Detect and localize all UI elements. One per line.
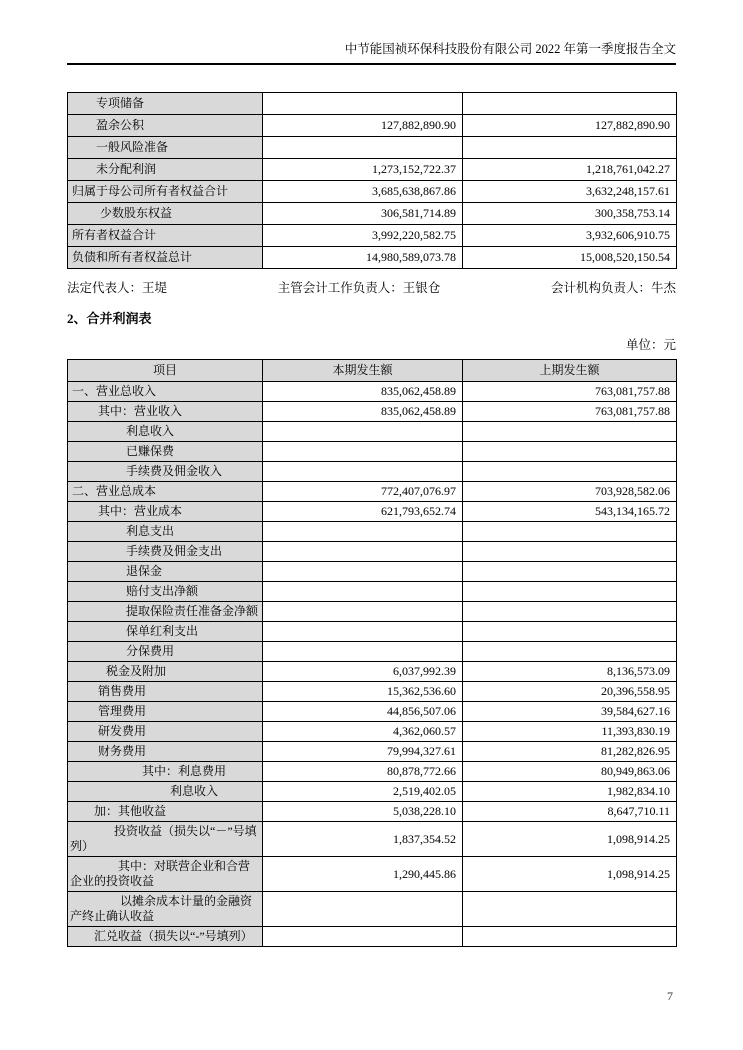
row-label-cell: 财务费用 (68, 742, 263, 762)
table-row (68, 181, 677, 203)
prior-period-cell (463, 602, 677, 622)
column-header-current-period: 本期发生额 (263, 360, 463, 382)
prior-period-cell (463, 137, 677, 159)
prior-period-cell (463, 927, 677, 947)
row-label-cell: 手续费及佣金支出 (68, 542, 263, 562)
chief-accounting-officer: 主管会计工作负责人：王银仓 (277, 281, 441, 295)
table-row (68, 927, 677, 947)
current-period-cell: 4,362,060.57 (263, 722, 463, 742)
current-period-cell (263, 642, 463, 662)
current-period-cell (263, 462, 463, 482)
row-label-cell: 保单红利支出 (68, 622, 263, 642)
current-period-cell: 1,273,152,722.37 (263, 159, 463, 181)
prior-period-cell (463, 582, 677, 602)
row-label-cell: 分保费用 (68, 642, 263, 662)
income-table-body (68, 382, 677, 947)
prior-period-cell: 15,008,520,150.54 (463, 247, 677, 269)
current-period-cell: 772,407,076.97 (263, 482, 463, 502)
table-row (68, 402, 677, 422)
row-label-cell: 归属于母公司所有者权益合计 (68, 181, 263, 203)
current-period-cell: 1,290,445.86 (263, 857, 463, 892)
prior-period-cell: 543,134,165.72 (463, 502, 677, 522)
table-row (68, 562, 677, 582)
prior-period-cell: 8,136,573.09 (463, 662, 677, 682)
row-label-cell: 研发费用 (68, 722, 263, 742)
prior-period-cell (463, 562, 677, 582)
prior-period-cell (463, 422, 677, 442)
table-row (68, 502, 677, 522)
prior-period-cell (463, 522, 677, 542)
table-row (68, 522, 677, 542)
table-row (68, 462, 677, 482)
signatories-row (67, 280, 676, 296)
prior-period-cell: 1,098,914.25 (463, 822, 677, 857)
current-period-cell: 127,882,890.90 (263, 115, 463, 137)
table-row (68, 203, 677, 225)
prior-period-cell: 39,584,627.16 (463, 702, 677, 722)
row-label-cell: 利息收入 (68, 782, 263, 802)
row-label-cell: 销售费用 (68, 682, 263, 702)
prior-period-cell (463, 93, 677, 115)
column-header-prior-period: 上期发生额 (463, 360, 677, 382)
row-label-cell: 一、营业总收入 (68, 382, 263, 402)
table-row (68, 622, 677, 642)
table-row (68, 582, 677, 602)
table-row (68, 662, 677, 682)
table-row (68, 159, 677, 181)
current-period-cell (263, 892, 463, 927)
current-period-cell: 80,878,772.66 (263, 762, 463, 782)
current-period-cell (263, 582, 463, 602)
row-label-cell: 盈余公积 (68, 115, 263, 137)
prior-period-cell (463, 462, 677, 482)
prior-period-cell: 1,098,914.25 (463, 857, 677, 892)
row-label-cell: 已赚保费 (68, 442, 263, 462)
row-label-cell: 管理费用 (68, 702, 263, 722)
prior-period-cell: 20,396,558.95 (463, 682, 677, 702)
prior-period-cell (463, 642, 677, 662)
current-period-cell (263, 522, 463, 542)
row-label-cell: 退保金 (68, 562, 263, 582)
prior-period-cell: 1,218,761,042.27 (463, 159, 677, 181)
current-period-cell: 6,037,992.39 (263, 662, 463, 682)
row-label-cell: 手续费及佣金收入 (68, 462, 263, 482)
accounting-department-head: 会计机构负责人：牛杰 (550, 281, 676, 295)
prior-period-cell: 3,932,606,910.75 (463, 225, 677, 247)
document-title: 中节能国祯环保科技股份有限公司 2022 年第一季度报告全文 (344, 42, 676, 56)
row-label-cell: 二、营业总成本 (68, 482, 263, 502)
prior-period-cell (463, 442, 677, 462)
current-period-cell (263, 602, 463, 622)
row-label-cell: 提取保险责任准备金净额 (68, 602, 263, 622)
equity-table-body (68, 93, 677, 269)
table-row (68, 782, 677, 802)
table-row (68, 857, 677, 892)
table-row (68, 482, 677, 502)
row-label-cell: 其中：利息费用 (68, 762, 263, 782)
row-label-cell: 加：其他收益 (68, 802, 263, 822)
row-label-cell: 以摊余成本计量的金融资产终止确认收益 (68, 892, 263, 927)
prior-period-cell (463, 542, 677, 562)
table-row (68, 682, 677, 702)
table-row (68, 247, 677, 269)
income-table-header-row (68, 360, 677, 382)
prior-period-cell: 81,282,826.95 (463, 742, 677, 762)
prior-period-cell: 763,081,757.88 (463, 402, 677, 422)
current-period-cell: 3,685,638,867.86 (263, 181, 463, 203)
prior-period-cell: 300,358,753.14 (463, 203, 677, 225)
row-label-cell: 少数股东权益 (68, 203, 263, 225)
current-period-cell (263, 622, 463, 642)
row-label-cell: 负债和所有者权益总计 (68, 247, 263, 269)
current-period-cell: 835,062,458.89 (263, 382, 463, 402)
unit-label: 单位：元 (625, 338, 676, 352)
prior-period-cell: 11,393,830.19 (463, 722, 677, 742)
legal-representative: 法定代表人：王堤 (67, 281, 168, 295)
row-label-cell: 投资收益（损失以“－”号填列） (68, 822, 263, 857)
row-label-cell: 所有者权益合计 (68, 225, 263, 247)
row-label-cell: 未分配利润 (68, 159, 263, 181)
prior-period-cell (463, 622, 677, 642)
table-row (68, 642, 677, 662)
row-label-cell: 税金及附加 (68, 662, 263, 682)
row-label-cell: 其中：对联营企业和合营企业的投资收益 (68, 857, 263, 892)
prior-period-cell: 127,882,890.90 (463, 115, 677, 137)
row-label-cell: 其中：营业成本 (68, 502, 263, 522)
current-period-cell: 79,994,327.61 (263, 742, 463, 762)
table-row (68, 602, 677, 622)
prior-period-cell: 80,949,863.06 (463, 762, 677, 782)
current-period-cell: 5,038,228.10 (263, 802, 463, 822)
current-period-cell: 835,062,458.89 (263, 402, 463, 422)
table-row (68, 115, 677, 137)
table-row (68, 93, 677, 115)
table-row (68, 762, 677, 782)
current-period-cell (263, 422, 463, 442)
current-period-cell: 306,581,714.89 (263, 203, 463, 225)
table-row (68, 822, 677, 857)
row-label-cell: 赔付支出净额 (68, 582, 263, 602)
row-label-cell: 一般风险准备 (68, 137, 263, 159)
current-period-cell (263, 927, 463, 947)
current-period-cell: 3,992,220,582.75 (263, 225, 463, 247)
current-period-cell (263, 93, 463, 115)
income-table (67, 359, 677, 947)
current-period-cell: 44,856,507.06 (263, 702, 463, 722)
table-row (68, 422, 677, 442)
table-row (68, 382, 677, 402)
row-label-cell: 利息收入 (68, 422, 263, 442)
current-period-cell: 621,793,652.74 (263, 502, 463, 522)
current-period-cell (263, 562, 463, 582)
equity-table (67, 92, 677, 269)
table-row (68, 742, 677, 762)
column-header-item: 项目 (68, 360, 263, 382)
document-header (67, 0, 676, 65)
current-period-cell (263, 542, 463, 562)
table-row (68, 225, 677, 247)
prior-period-cell: 8,647,710.11 (463, 802, 677, 822)
prior-period-cell: 3,632,248,157.61 (463, 181, 677, 203)
row-label-cell: 其中：营业收入 (68, 402, 263, 422)
table-row (68, 542, 677, 562)
row-label-cell: 专项储备 (68, 93, 263, 115)
prior-period-cell: 1,982,834.10 (463, 782, 677, 802)
current-period-cell (263, 442, 463, 462)
current-period-cell: 2,519,402.05 (263, 782, 463, 802)
row-label-cell: 利息支出 (68, 522, 263, 542)
prior-period-cell: 763,081,757.88 (463, 382, 677, 402)
section-title: 2、合并利润表 (67, 311, 152, 326)
table-row (68, 892, 677, 927)
table-row (68, 802, 677, 822)
current-period-cell: 15,362,536.60 (263, 682, 463, 702)
table-row (68, 722, 677, 742)
current-period-cell: 1,837,354.52 (263, 822, 463, 857)
page-number: 7 (667, 989, 673, 1003)
table-row (68, 442, 677, 462)
table-row (68, 702, 677, 722)
row-label-cell: 汇兑收益（损失以“-”号填列） (68, 927, 263, 947)
prior-period-cell (463, 892, 677, 927)
current-period-cell (263, 137, 463, 159)
current-period-cell: 14,980,589,073.78 (263, 247, 463, 269)
table-row (68, 137, 677, 159)
prior-period-cell: 703,928,582.06 (463, 482, 677, 502)
